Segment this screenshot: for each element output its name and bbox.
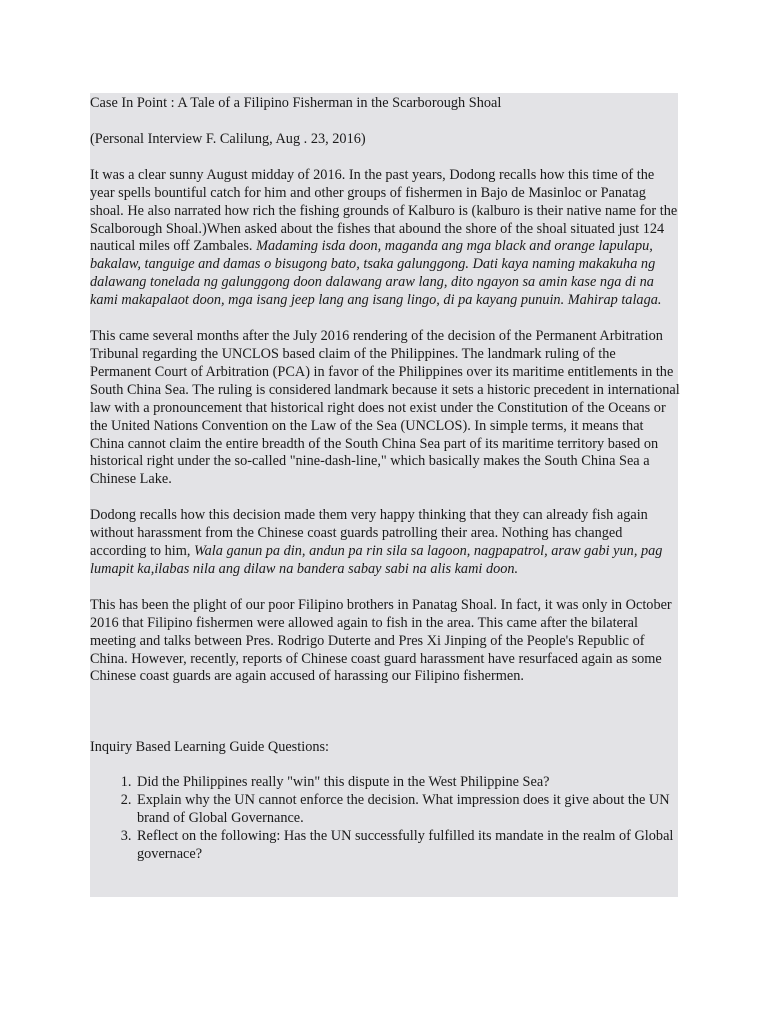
paragraph-1 xyxy=(90,167,680,310)
paragraph-3-quote: Wala ganun pa din, andun pa rin sila sa lagoon, nagpapatrol, araw gabi yun, pag lumapit ka,ilabas nila ang dilaw na bandera sabay sabi na alis kami doon. xyxy=(90,543,663,577)
document-title: Case In Point : A Tale of a Filipino Fisherman in the Scarborough Shoal xyxy=(90,95,502,111)
interview-citation: (Personal Interview F. Calilung, Aug . 23, 2016) xyxy=(90,130,366,147)
paragraph-4: This has been the plight of our poor Filipino brothers in Panatag Shoal. In fact, it was only in October 2016 that Filipino fishermen were allowed again to fish in the area. This came after the bilateral meeting and talks between Pres. Rodrigo Duterte and Pres Xi Jinping of the People's Republic of China. However, recently, reports of Chinese coast guard harassment have resurfaced again as some Chinese coast guards are again accused of harassing our Filipino fishermen. xyxy=(90,596,672,685)
paragraph-1-text: It was a clear sunny August midday of 2016. In the past years, Dodong recalls how this time of the year spells bountiful catch for him and other groups of fishermen in Bajo de Masinloc or Panatag shoal. He also narrated how rich the fishing grounds of Kalburo is (kalburo is their native name for the Scalborough Shoal.)When asked about the fishes that abound the shore of the shoal situated just 124 nautical miles off Zambales. xyxy=(90,166,678,255)
questions-list xyxy=(90,774,680,864)
paragraph-3 xyxy=(90,507,680,579)
document-body xyxy=(90,93,680,864)
question-item: 2. Explain why the UN cannot enforce the decision. What impression does it give about the UN brand of Global Governance. xyxy=(135,792,680,828)
question-item: 3. Reflect on the following: Has the UN successfully fulfilled its mandate in the realm of Global governace? xyxy=(135,828,680,864)
paragraph-1-quote: Madaming isda doon, maganda ang mga black and orange lapulapu, bakalaw, tanguige and damas o bisugong bato, tsaka galunggong. Dati kaya naming makakuha ng dalawang tonelada ng galunggong doon dalawang araw lang, dito ngayon sa amin kase nga di na kami makapalaot doon, mga isang jeep lang ang isang lingo, di pa kayang punuin. Mahirap talaga. xyxy=(90,238,662,309)
paragraph-3-text: Dodong recalls how this decision made them very happy thinking that they can already fish again without harassment from the Chinese coast guards patrolling their area. Nothing has changed according to him, xyxy=(90,507,648,560)
inquiry-heading: Inquiry Based Learning Guide Questions: xyxy=(90,739,330,756)
question-item: 1. Did the Philippines really "win" this dispute in the West Philippine Sea? xyxy=(135,774,680,792)
paragraph-2: This came several months after the July 2016 rendering of the decision of the Permanent Arbitration Tribunal regarding the UNCLOS based claim of the Philippines. The landmark ruling of the Permanent Court of Arbitration (PCA) in favor of the Philippines over its maritime entitlements in the South China Sea. The ruling is considered landmark because it sets a historic precedent in international law with a pronouncement that historical right does not exist under the Constitution of the Oceans or the United Nations Convention on the Law of the Sea (UNCLOS). In simple terms, it means that China cannot claim the entire breadth of the South China Sea part of its maritime territory based on historical right under the so-called "nine-dash-line," which basically makes the South China Sea a Chinese Lake. xyxy=(90,328,680,488)
